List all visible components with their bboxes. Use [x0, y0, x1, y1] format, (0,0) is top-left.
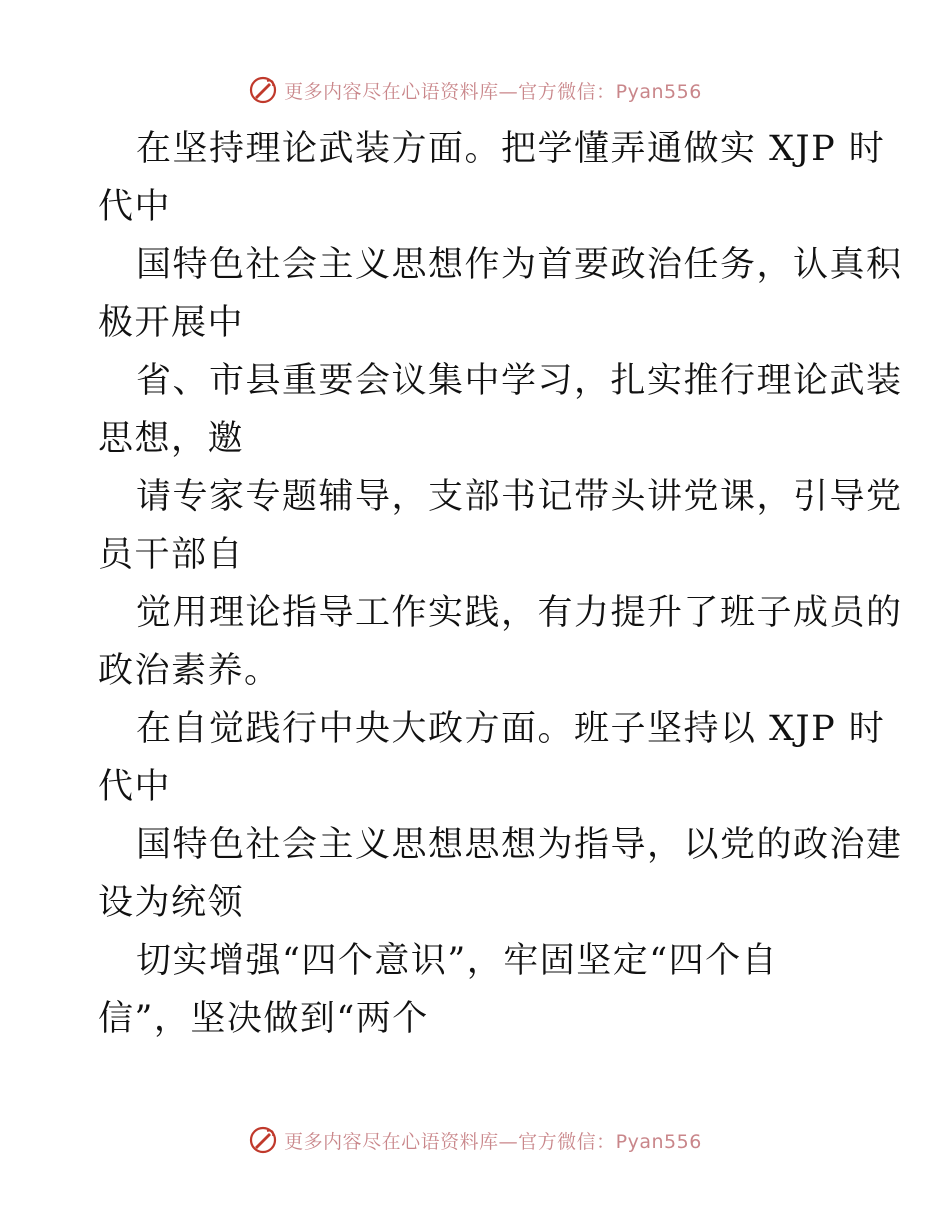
paragraph-line: 设为统领 [98, 883, 245, 923]
watermark-text: 更多内容尽在心语资料库—官方微信：Pyan556 [284, 1130, 702, 1153]
paragraph-line: 思想，邀 [98, 419, 245, 459]
paragraph-line: 觉用理论指导工作实践，有力提升了班子成员的 [136, 593, 903, 633]
paragraph [98, 584, 903, 700]
paragraph [98, 932, 858, 1048]
paragraph [98, 700, 886, 816]
watermark-text: 更多内容尽在心语资料库—官方微信：Pyan556 [284, 80, 702, 103]
paragraph-line: 切实增强“四个意识”，牢固坚定“四个自 [136, 941, 779, 981]
paragraph-line: 省、市县重要会议集中学习，扎实推行理论武装 [136, 361, 903, 401]
paragraph-line: 请专家专题辅导，支部书记带头讲党课，引导党 [136, 477, 903, 517]
document-body [98, 120, 903, 1048]
paragraph [98, 120, 886, 236]
paragraph-line: 极开展中 [98, 303, 245, 343]
paragraph-line: 员干部自 [98, 535, 245, 575]
header-watermark [0, 70, 950, 110]
paragraph-line: 信”，坚决做到“两个 [98, 999, 429, 1039]
paragraph-line: 在自觉践行中央大政方面。班子坚持以 XJP 时 [136, 709, 886, 749]
paragraph [98, 468, 903, 584]
quill-logo-icon [248, 75, 278, 105]
paragraph [98, 236, 903, 352]
paragraph-line: 国特色社会主义思想思想为指导，以党的政治建 [136, 825, 903, 865]
footer-watermark [0, 1120, 950, 1160]
paragraph-line: 政治素养。 [98, 651, 281, 691]
paragraph-line: 代中 [98, 767, 172, 807]
quill-logo-icon [248, 1125, 278, 1155]
paragraph [98, 816, 903, 932]
paragraph-line: 代中 [98, 187, 172, 227]
paragraph [98, 352, 903, 468]
paragraph-line: 在坚持理论武装方面。把学懂弄通做实 XJP 时 [136, 129, 886, 169]
paragraph-line: 国特色社会主义思想作为首要政治任务，认真积 [136, 245, 903, 285]
